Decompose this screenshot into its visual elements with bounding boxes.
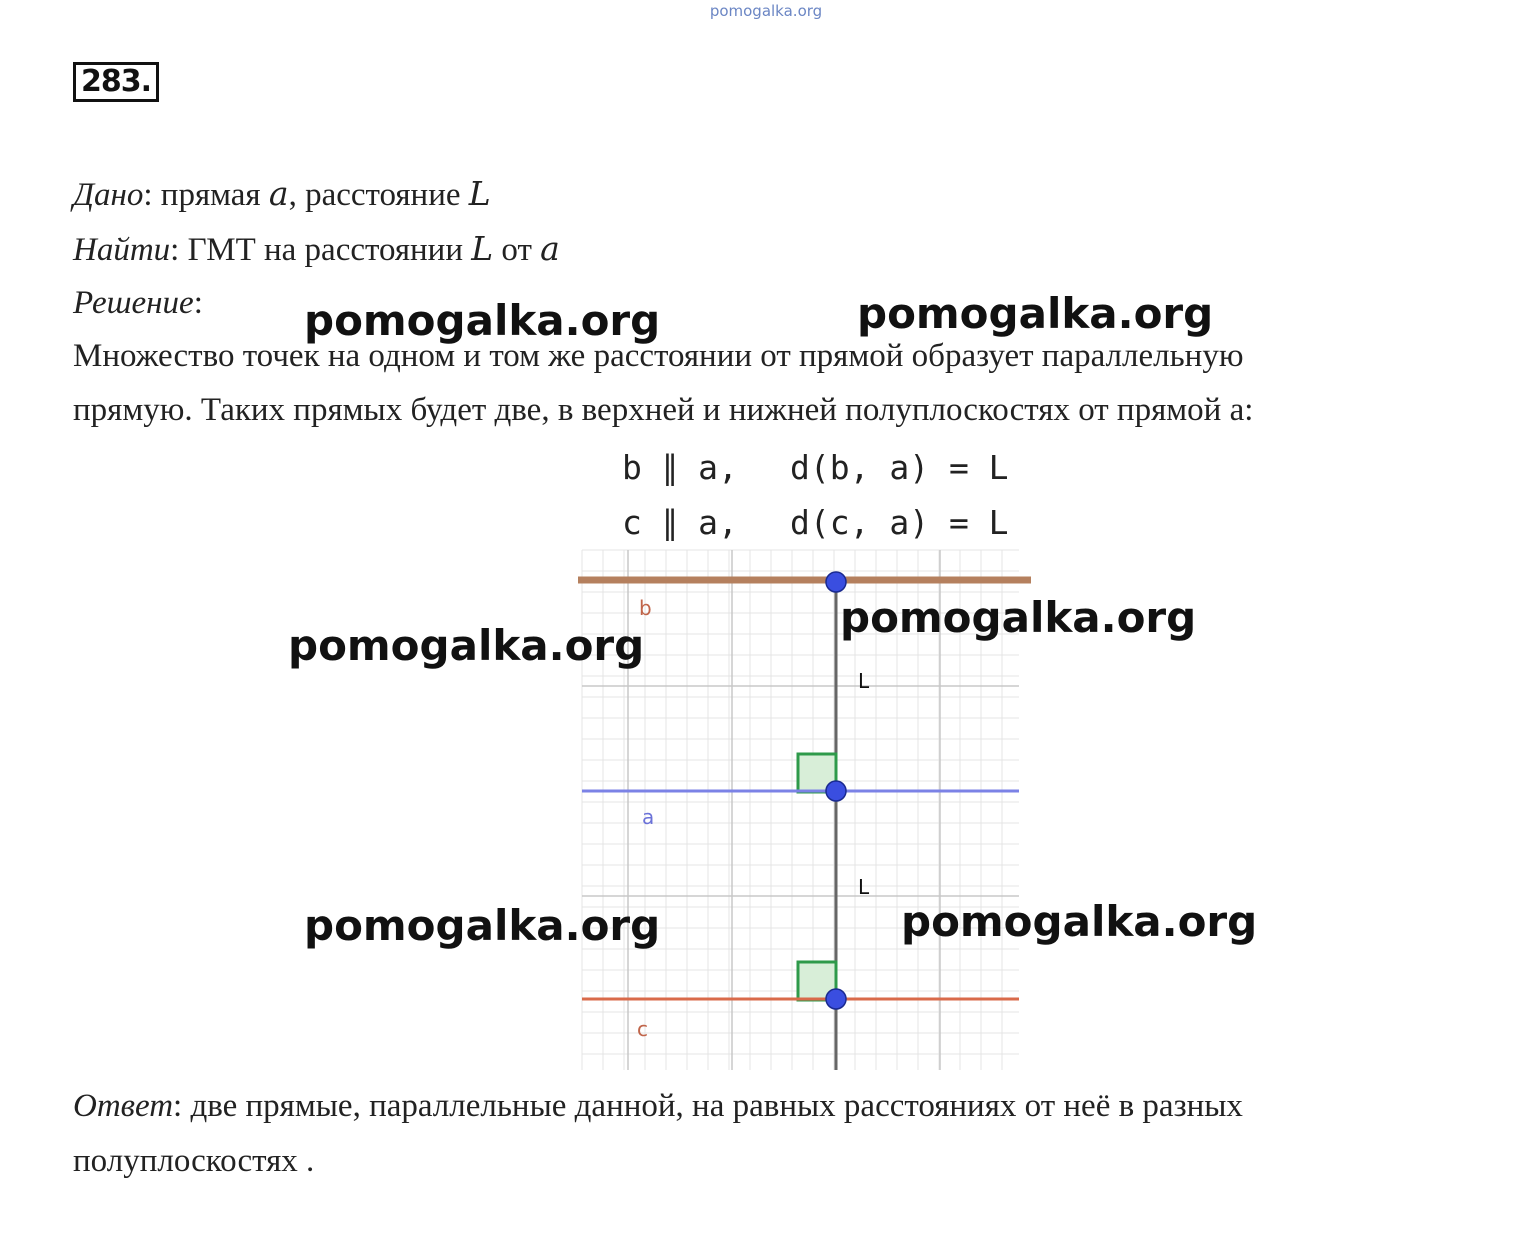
find-var-a: a <box>540 229 560 268</box>
answer-text: : две прямые, параллельные данной, на равных расстояниях от неё в разных <box>173 1088 1243 1124</box>
answer-line2: полуплоскостях . <box>73 1143 315 1179</box>
given-text: : прямая <box>143 177 269 213</box>
solution-label: Решение <box>73 285 194 321</box>
problem-number: 283. <box>73 62 159 102</box>
given-text-mid: , расстояние <box>288 177 469 213</box>
line-b-label: b <box>639 596 652 620</box>
line-c-label: c <box>637 1017 648 1041</box>
watermark-3: pomogalka.org <box>288 621 645 670</box>
line-a-label: a <box>642 805 655 829</box>
solution-text-line2: прямую. Таких прямых будет две, в верхней и нижней полуплоскостях от прямой а: <box>73 392 1254 428</box>
answer-label: Ответ <box>73 1088 174 1124</box>
watermark-4: pomogalka.org <box>840 593 1197 642</box>
solution-text-line1: Множество точек на одном и том же расстоянии от прямой образует параллельную <box>73 338 1244 374</box>
distance-label-lower: L <box>858 875 870 899</box>
answer-line1 <box>73 1090 1243 1123</box>
distance-label-upper: L <box>858 669 870 693</box>
given-var-l: L <box>468 174 491 213</box>
top-watermark: pomogalka.org <box>709 2 823 20</box>
watermark-6: pomogalka.org <box>901 897 1258 946</box>
formula-c-parallel: c ∥ a, <box>622 503 738 542</box>
find-text-mid: от <box>493 232 541 268</box>
find-label: Найти <box>73 232 171 268</box>
formula-d-b-a: d(b, a) = L <box>790 448 1009 487</box>
find-text: : ГМТ на расстоянии <box>170 232 472 268</box>
formula-d-c-a: d(c, a) = L <box>790 503 1009 542</box>
watermark-2: pomogalka.org <box>857 289 1214 338</box>
find-var-l: L <box>471 229 494 268</box>
formula-b-parallel: b ∥ a, <box>622 448 738 487</box>
given-var-a: a <box>268 174 289 213</box>
watermark-1: pomogalka.org <box>304 296 661 345</box>
given-label: Дано <box>73 177 144 213</box>
watermark-5: pomogalka.org <box>304 901 661 950</box>
point-on-b <box>826 572 846 592</box>
point-on-c <box>826 989 846 1009</box>
solution-colon: : <box>193 285 203 321</box>
point-on-a <box>826 781 846 801</box>
